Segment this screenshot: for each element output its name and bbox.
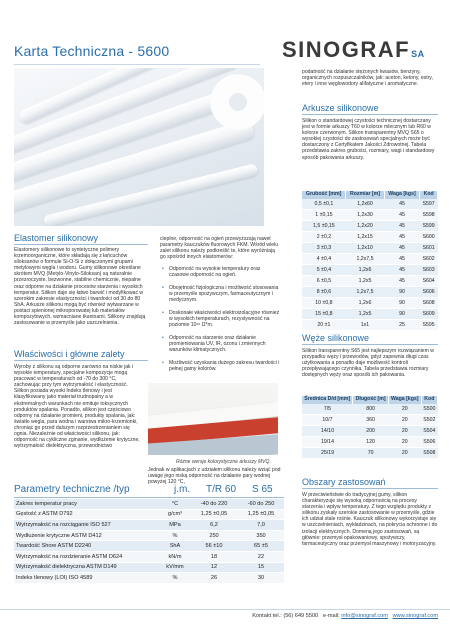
params-heading: Parametry techniczne /typ: [14, 484, 130, 495]
table-cell: S595: [420, 319, 438, 330]
table-cell: 200: [353, 425, 388, 436]
table-cell: S506: [421, 436, 437, 447]
table-cell: Wytrzymałość dielektryczna ASTM D149: [14, 562, 160, 573]
table-cell: 22: [238, 551, 284, 562]
footer: [252, 613, 438, 619]
elastomer-text: Elastomery silikonowe to syntetyczne polimery krzemoorganiczne, które składają się z łańcuchów siloksanów o formule Si-O-Si z dołączonymi grupami metylowymi węgla i wodoru. Gumy silikonowe określane skrótem MVQ (Metylo-Vinylo-Siloksan) są naturalnie przezroczyste, bezwonne, stabilne chemicznie, niepalne oraz odporne na działanie procesów starzenia i wysokich temperatur. Silikon daje się łatwo barwić i modyfikować w szerokim zakresie elastyczności i twardości od 30 do 80 ShA. Arkusze silikonu mogą być również wytwarzane w postaci spienionej mikroporowatej lub materiałów kompozytowych, wzmacniane tkaninami. Silikony znajdują zastosowanie w przemyśle jako uszczelnienia.: [14, 247, 146, 327]
table-cell: 26: [190, 573, 238, 584]
advantage-item: • Doskonałe właściwości elektroizolacyjne również w wysokich temperaturach, rezystywność na poziomie 10¹⁶ Ω*m.: [162, 310, 281, 328]
table-cell: 0,5 ±0,1: [302, 199, 346, 210]
usage-divider: [302, 488, 438, 489]
table-cell: S603: [420, 264, 438, 275]
table-cell: 25: [384, 319, 420, 330]
table-cell: 30: [238, 573, 284, 584]
table-cell: -40 do 220: [190, 499, 238, 509]
properties-divider: [14, 360, 148, 361]
table-cell: 120: [353, 436, 388, 447]
header-divider: [14, 64, 260, 65]
table-cell: 1,25 ±0,05: [238, 509, 284, 520]
table-cell: 20: [388, 436, 421, 447]
table-cell: 1,2x7,5: [346, 253, 384, 264]
table-cell: 7/5: [302, 404, 353, 415]
chemical-resistance-text: podatność na działanie stężonych kwasów, benzyny, organicznych rozpuszczalników, jak: aceton, ketony, estry, etery i inne węglowodory alifatyczne i aromatyczne.: [302, 69, 433, 88]
properties-heading: Właściwości i główne zalety: [14, 349, 125, 359]
table-cell: 65 ±5: [238, 541, 284, 552]
sheets-table: [302, 191, 438, 331]
table-cell: S604: [420, 275, 438, 286]
table-cell: 800: [353, 404, 388, 415]
table-row: [302, 414, 438, 425]
column-header: Kod: [421, 396, 437, 404]
params-t60-header: T/R 60: [206, 484, 237, 495]
hoses-divider: [302, 344, 438, 345]
table-cell: 1,25 ±0,05: [190, 509, 238, 520]
table-cell: Twardość Shore ASTM D2240: [14, 541, 160, 552]
table-row: [302, 297, 438, 308]
table-cell: 1x1: [346, 319, 384, 330]
page-title: Karta Techniczna - 5600: [14, 43, 170, 59]
usage-heading: Obszary zastosowań: [302, 477, 386, 487]
table-cell: 20: [388, 404, 421, 415]
table-cell: 1,2x60: [346, 199, 384, 210]
elastomer-heading: Elastomer silikonowy: [14, 233, 99, 243]
color-sheets-photo: [148, 383, 278, 455]
column-header: Długość [m]: [353, 396, 388, 404]
company-logo: [282, 37, 425, 63]
table-cell: 5 ±0,4: [302, 264, 346, 275]
table-cell: 45: [384, 199, 420, 210]
table-cell: S508: [421, 447, 437, 458]
table-cell: 20: [388, 414, 421, 425]
table-header-row: [302, 396, 438, 404]
table-cell: 45: [384, 264, 420, 275]
table-cell: 19/14: [302, 436, 353, 447]
table-row: [302, 319, 438, 330]
column-header: Rozmiar [m]: [346, 191, 384, 199]
table-cell: 10 ±0,8: [302, 297, 346, 308]
table-cell: S602: [420, 253, 438, 264]
table-cell: 45: [384, 231, 420, 242]
table-row: [302, 231, 438, 242]
table-cell: 15 ±0,8: [302, 308, 346, 319]
table-cell: 1,2x5: [346, 308, 384, 319]
table-cell: 4 ±0,4: [302, 253, 346, 264]
silicone-tubes-photo: [14, 68, 264, 226]
table-cell: 45: [384, 242, 420, 253]
table-row: [302, 253, 438, 264]
table-cell: g/cm³: [160, 509, 190, 520]
table-cell: S606: [420, 286, 438, 297]
table-row: [302, 425, 438, 436]
table-cell: 45: [384, 209, 420, 220]
table-row: [302, 308, 438, 319]
table-row: [14, 573, 284, 584]
table-cell: 90: [384, 286, 420, 297]
table-cell: S608: [420, 297, 438, 308]
table-cell: 1,2x6: [346, 297, 384, 308]
table-cell: MPa: [160, 520, 190, 531]
table-cell: 90: [384, 297, 420, 308]
table-cell: kV/mm: [160, 562, 190, 573]
table-cell: S609: [420, 308, 438, 319]
table-cell: Wytrzymałość na rozciąganie ISO 527: [14, 520, 160, 531]
table-cell: 45: [384, 253, 420, 264]
table-cell: 6,2: [190, 520, 238, 531]
table-cell: Gęstość z ASTM D792: [14, 509, 160, 520]
table-row: [302, 199, 438, 210]
table-cell: 250: [190, 530, 238, 541]
table-cell: S500: [421, 404, 437, 415]
table-cell: 10/7: [302, 414, 353, 425]
footer-email-link[interactable]: info@sinograf.com: [341, 613, 388, 619]
table-cell: S599: [420, 220, 438, 231]
table-row: [302, 242, 438, 253]
logo-suffix: SA: [411, 49, 425, 59]
table-cell: 45: [384, 220, 420, 231]
table-cell: 90: [384, 308, 420, 319]
table-cell: 14/10: [302, 425, 353, 436]
table-row: [302, 209, 438, 220]
table-cell: 45: [384, 275, 420, 286]
table-cell: S598: [420, 209, 438, 220]
table-cell: ShA: [160, 541, 190, 552]
column-header: Grubość [mm]: [302, 191, 346, 199]
table-row: [302, 436, 438, 447]
table-cell: Wydłużenie krytyczne ASTM D412: [14, 530, 160, 541]
table-cell: 1,2x15: [346, 231, 384, 242]
footer-web-link[interactable]: www.sinograf.com: [392, 613, 438, 619]
table-cell: 360: [353, 414, 388, 425]
elastomer-divider: [14, 244, 148, 245]
table-cell: Wytrzymałość na rozdzieranie ASTM D624: [14, 551, 160, 562]
table-cell: S597: [420, 199, 438, 210]
table-cell: 1,2x7,5: [346, 286, 384, 297]
logo-text: SINOGRAF: [282, 37, 411, 62]
table-row: [302, 220, 438, 231]
middle-text-2: Jednak w aplikacjach z udziałem silikonu należy wziąć pod uwagę jego niską odporność na działanie pary wodnej powyżej 120 °C,: [148, 467, 281, 486]
table-cell: -60 do 250: [238, 499, 284, 509]
advantage-item: • Odporność na starzenie oraz działanie promieniowania UV, IR, ozonu i zmiennych warunków klimatycznych.: [162, 335, 281, 353]
advantage-item: • Możliwość uzyskania dużego zakresu twardości i pełnej gamy kolorów.: [162, 360, 281, 372]
table-cell: 1,2x6: [346, 264, 384, 275]
table-cell: 20: [388, 425, 421, 436]
table-row: [302, 275, 438, 286]
footer-email-label: e-mail:: [322, 613, 340, 619]
middle-text: cieplne, odporność na ogień przewyższają nawet parametry kauczuków fluorowych FKM. Wśród wielu zalet silikonu należy podkreślić te, które wyróżniają go spośród innych elastomerów:: [160, 236, 279, 261]
table-row: [302, 264, 438, 275]
table-row: [14, 551, 284, 562]
params-s65-header: S 65: [252, 484, 273, 495]
table-cell: S601: [420, 242, 438, 253]
table-cell: 15: [238, 562, 284, 573]
table-cell: °C: [160, 499, 190, 509]
table-cell: 12: [190, 562, 238, 573]
table-cell: Indeks tlenowy (LOI) ISO 4589: [14, 573, 160, 584]
sheets-divider: [302, 114, 438, 115]
table-cell: 7,0: [238, 520, 284, 531]
column-header: Średnica D/d [mm]: [302, 396, 353, 404]
table-cell: 1,2x30: [346, 209, 384, 220]
params-table: [14, 499, 284, 584]
table-cell: S504: [421, 425, 437, 436]
properties-text: Wyroby z silikonu są odporne zarówno na niskie jak i wysokie temperatury, specjalne kompozycje mogą pracować w temperaturach od -70 do 300 °C, zachowując przy tym wytrzymałość i elastyczność. Silikon posiada wysoki Indeks tlenowy i jest klasyfikowany jako materiał trudnopalny a w ekstremalnych warunkach nie emituje toksycznych produktów spalania. Ponadto, silikon jest częściowo odporny na działanie promieni, produkty spalania, jak: światło wegla, para wodna i warstwa mikro-krzemionki, chroniąc go przed dalszym rozprzestrzenianiem się ognia. Niezależnie od właściwości silikonu, jak: odporność na cykliczne zginanie, wydłużenie krytyczne, wytrzymałość dielektryczna, przewodnictwo: [14, 364, 140, 450]
column-header: Waga [kgs]: [384, 191, 420, 199]
table-cell: 18: [190, 551, 238, 562]
advantage-item: • Odporność na wysokie temperatury oraz czasowe odporność na ogień.: [162, 266, 281, 278]
table-row: [302, 404, 438, 415]
hoses-text: Silikon transparentny S65 jest najlepszym rozwiązaniem w przypadku węży i przewodów, gdyż zapewnia długi czas użytkowania a ponadto daje możliwość kontroli przepływającego czynnika. Tabela przedstawia rozmiary dostępnych węży oraz sposób ich pakowania.: [302, 348, 434, 379]
usage-text: W przeciwieństwie do tradycyjnej gumy, silikon charakteryzuje się wysoką odpornością na procesy starzenia i wpływ temperatury. Z tego względu produkty z silikonu zyskały szerokie zastosowanie w przemyśle, gdzie ich udział stale rośnie. Kauczuk silikonowy wykorzystuje się w uszczelnieniach, wykładzinach, na pokrycia ochronne i do izolacji elektrycznych. Domeną jego zastosowań, są głównie: przemysł opakowaniowy, spożywczy, farmaceutyczny oraz przemysł maszynowy i motoryzacyjny.: [302, 492, 438, 547]
params-unit-header: j.m.: [174, 484, 191, 495]
table-cell: 1,2x5: [346, 275, 384, 286]
table-cell: 20 ±1: [302, 319, 346, 330]
table-row: [14, 509, 284, 520]
table-cell: 6 ±0,5: [302, 275, 346, 286]
table-cell: %: [160, 573, 190, 584]
params-divider: [14, 497, 284, 498]
footer-contact: Kontakt tel.: (56) 649 5500: [252, 613, 319, 619]
table-cell: 70: [353, 447, 388, 458]
table-row: [14, 520, 284, 531]
table-cell: 56 ±10: [190, 541, 238, 552]
table-row: [14, 562, 284, 573]
table-cell: kN/m: [160, 551, 190, 562]
sheets-heading: Arkusze silikonowe: [302, 103, 379, 113]
table-cell: Zakres temperatur pracy: [14, 499, 160, 509]
footer-divider: [0, 609, 450, 610]
table-row: [14, 499, 284, 509]
table-cell: 1,2x20: [346, 220, 384, 231]
column-header: Kod: [420, 191, 438, 199]
table-cell: 25/19: [302, 447, 353, 458]
advantage-item: • Obojętność fizjologiczna i możliwość stosowania w przemyśle spożywczym, farmaceutycznym i medycznym.: [162, 285, 281, 303]
table-cell: 1 ±0,15: [302, 209, 346, 220]
table-row: [14, 530, 284, 541]
table-cell: 350: [238, 530, 284, 541]
table-header-row: [302, 191, 438, 199]
table-cell: 8 ±0,6: [302, 286, 346, 297]
color-sheets-caption: Różne wersje kolorystyczne arkuszy MVQ.: [176, 459, 271, 465]
hoses-heading: Węże silikonowe: [302, 333, 370, 343]
table-cell: S502: [421, 414, 437, 425]
table-cell: %: [160, 530, 190, 541]
table-cell: 20: [388, 447, 421, 458]
table-row: [302, 286, 438, 297]
table-cell: 1,5 ±0,15: [302, 220, 346, 231]
hoses-table: [302, 396, 438, 459]
table-row: [14, 541, 284, 552]
table-cell: 1,2x10: [346, 242, 384, 253]
table-cell: 3 ±0,3: [302, 242, 346, 253]
table-row: [302, 447, 438, 458]
table-cell: 2 ±0,2: [302, 231, 346, 242]
table-cell: S600: [420, 231, 438, 242]
sheets-text: Silikon o standardowej czystości technicznej dostarczany jest w formie arkuszy T60 w kolorze mlecznym lub R60 w kolorze czerwonym. Silikon transparentny MVQ S65 o wysokiej czystości do zastosowań specjalnych może być dostarczony z Certyfikatem Jakości Zdrowotnej. Tabela przedstawia zakres grubości, rozmiary, wagi i standardowy sposób pakowania arkuszy.: [302, 118, 435, 161]
column-header: Waga [kgs]: [388, 396, 421, 404]
